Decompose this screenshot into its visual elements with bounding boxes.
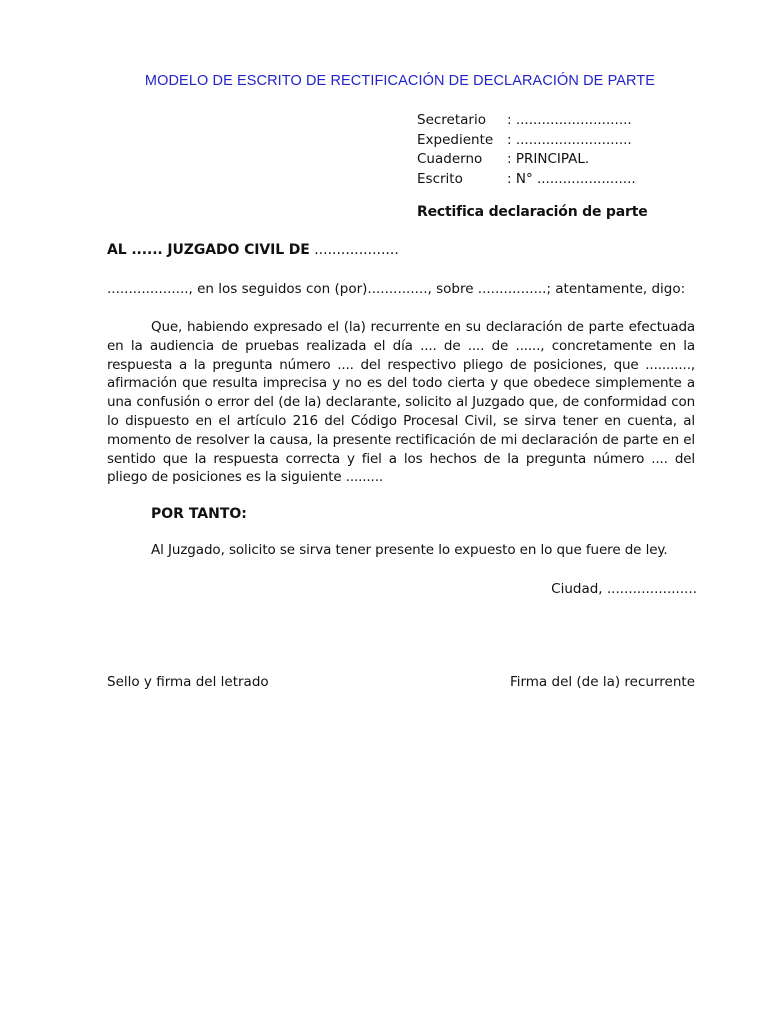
meta-label: Escrito — [417, 170, 463, 187]
request-paragraph: Al Juzgado, solicito se sirva tener presente lo expuesto en lo que fuere de ley. — [151, 542, 668, 558]
meta-row-expediente — [417, 131, 636, 151]
document-title: MODELO DE ESCRITO DE RECTIFICACIÓN DE DECLARACIÓN DE PARTE — [144, 73, 656, 89]
meta-value: : ........................... — [507, 112, 632, 128]
meta-label: Cuaderno — [417, 151, 483, 167]
meta-row-cuaderno — [417, 150, 636, 170]
city-date-line: Ciudad, ..................... — [551, 581, 697, 597]
addressee-line — [107, 242, 399, 258]
case-metadata — [417, 111, 636, 189]
meta-label: Secretario — [417, 112, 486, 128]
meta-value: : N° ....................... — [507, 170, 636, 187]
meta-value: : PRINCIPAL. — [507, 151, 590, 167]
meta-label: Expediente — [417, 131, 494, 148]
body-paragraph: Que, habiendo expresado el (la) recurrente en su declaración de parte efectuada en la audiencia de pruebas realizada el día .... de .... de ......, concretamente en la respuesta a la pregunta número .... del respectivo pliego de posiciones, que ..........., afirmación que resulta imprecisa y no es del todo cierta y que obedece simplemente a una confusión o error del (de la) declarante, solicito al Juzgado que, de conformidad con lo dispuesto en el artículo 216 del Código Procesal Civil, se sirva tener en cuenta, al momento de resolver la causa, la presente rectificación de mi declaración de parte en el sentido que la respuesta correcta y fiel a los hechos de la pregunta número .... del pliego de posiciones es la siguiente ......... — [107, 319, 695, 486]
document-subject: Rectifica declaración de parte — [417, 204, 648, 220]
meta-row-escrito — [417, 170, 636, 190]
signature-lawyer: Sello y firma del letrado — [107, 674, 269, 690]
signature-applicant: Firma del (de la) recurrente — [509, 674, 695, 690]
meta-row-secretario — [417, 111, 636, 131]
intro-paragraph: ..................., en los seguidos con (por).............., sobre ................; atentamente, digo: — [107, 281, 686, 297]
addressee-court: AL ...... JUZGADO CIVIL DE — [107, 242, 310, 258]
addressee-blank: ................... — [309, 242, 399, 258]
meta-value: : ........................... — [507, 131, 632, 148]
por-tanto-heading: POR TANTO: — [151, 506, 247, 522]
